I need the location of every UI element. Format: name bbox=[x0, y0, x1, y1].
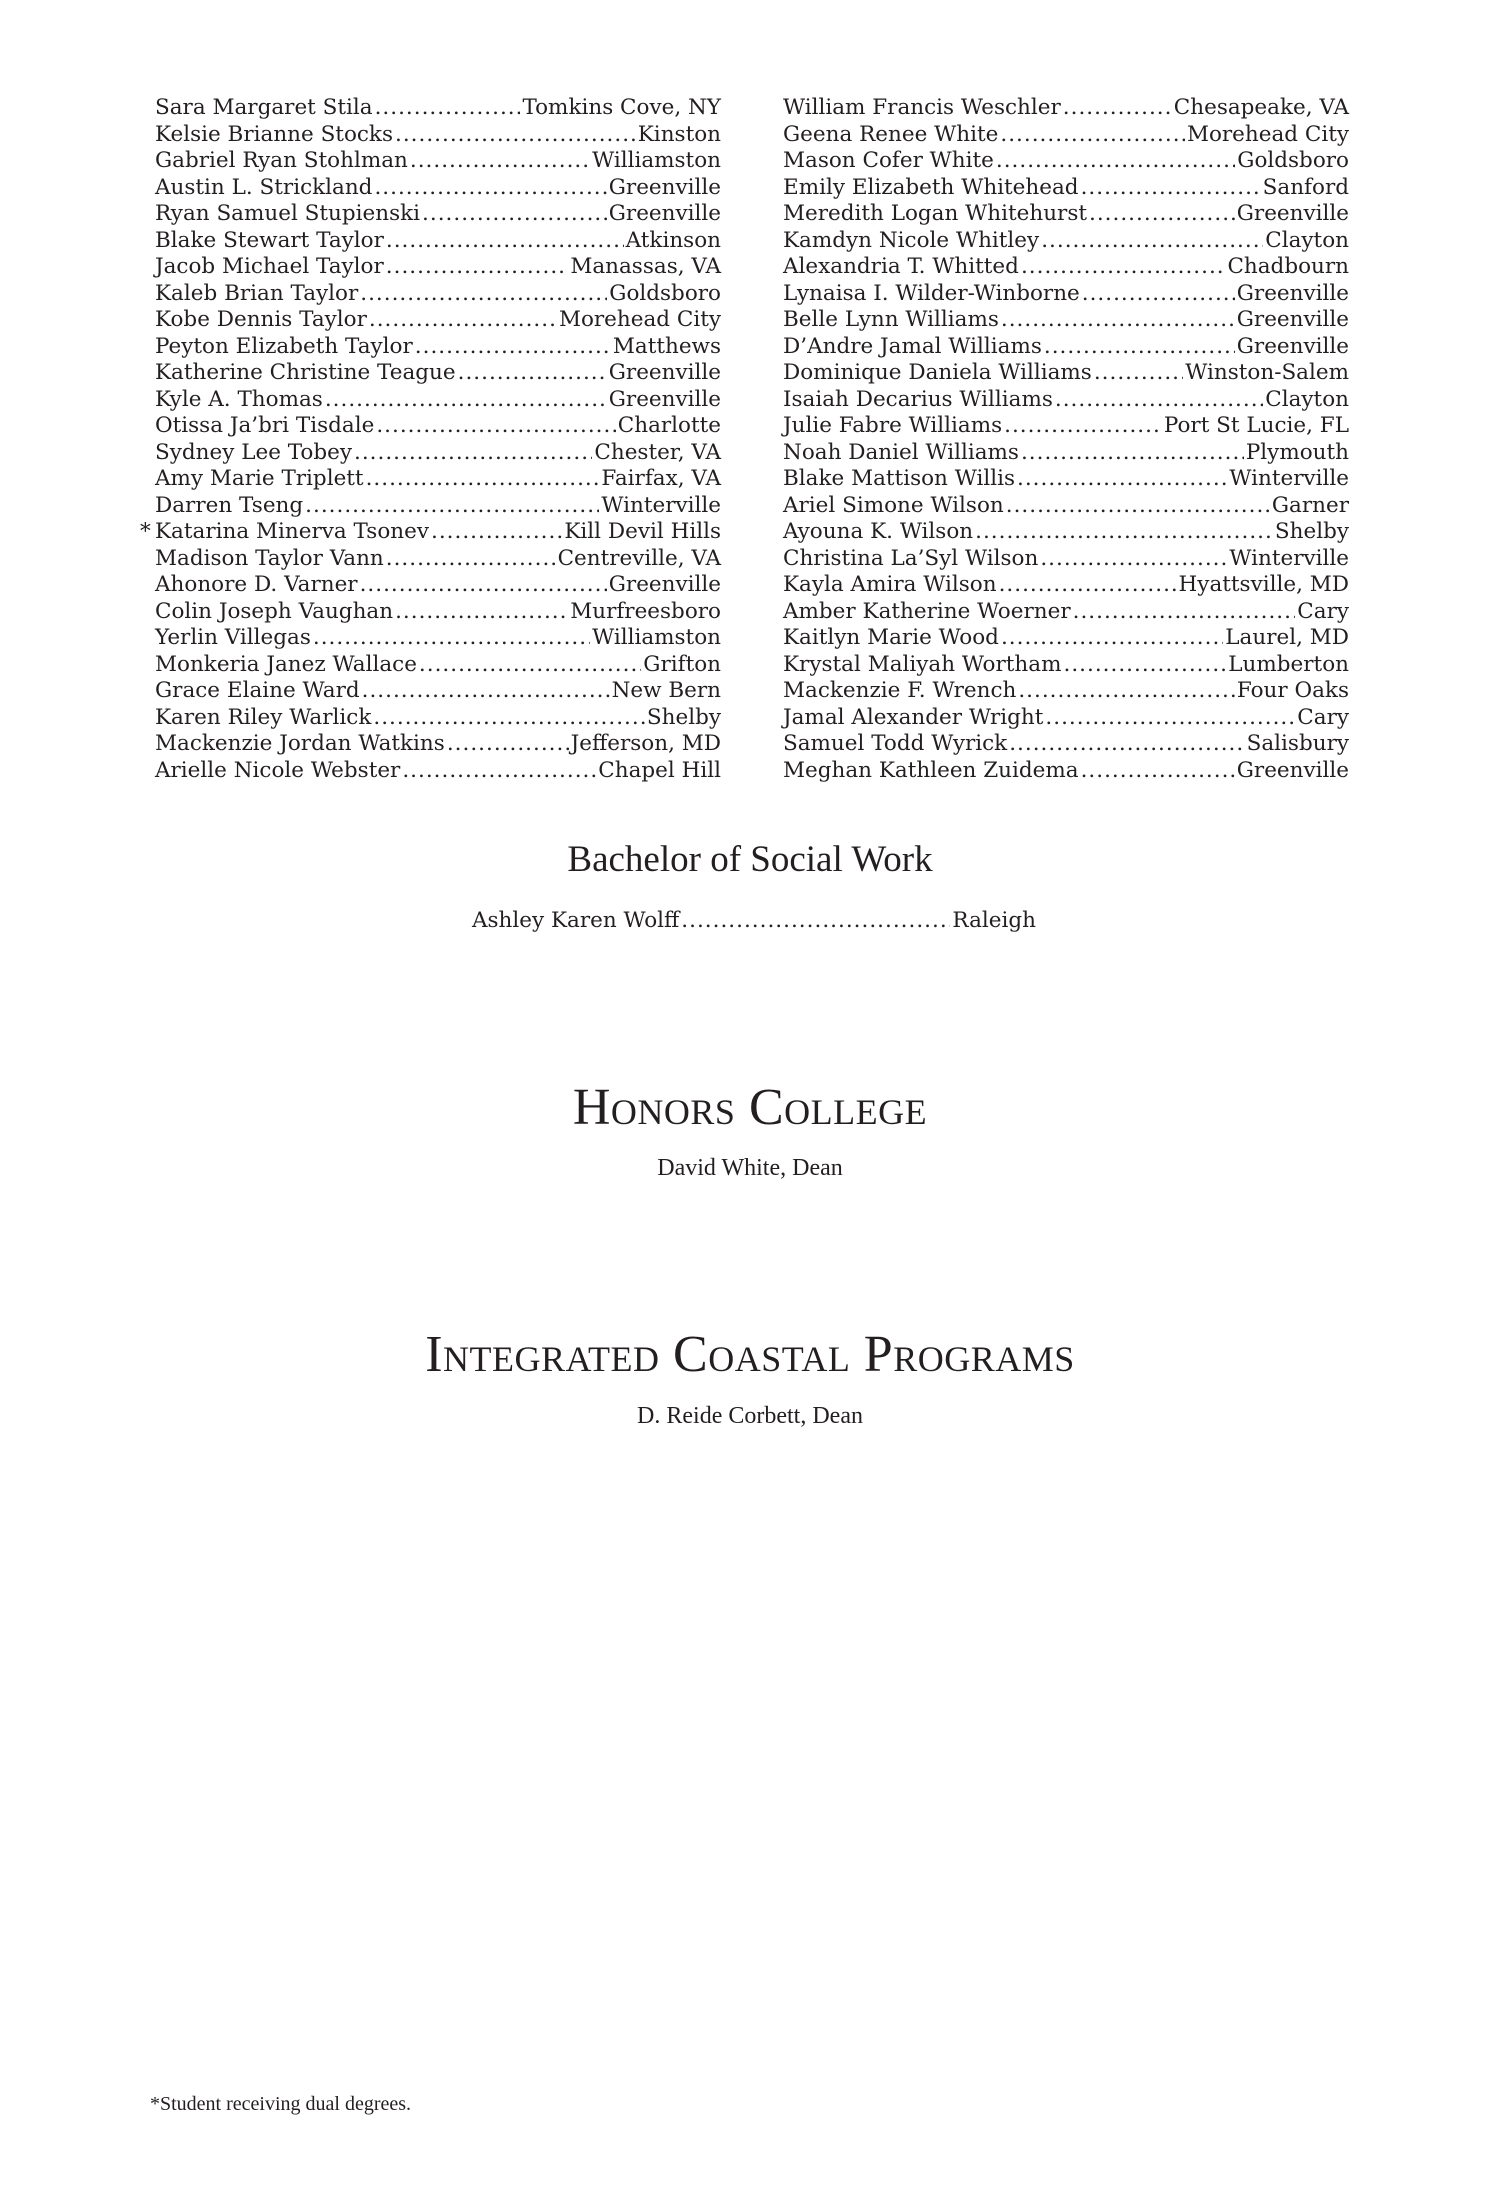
dot-leader bbox=[360, 281, 607, 308]
degree-heading-social-work: Bachelor of Social Work bbox=[567, 839, 933, 880]
graduate-hometown: Atkinson bbox=[625, 227, 721, 253]
dot-leader bbox=[395, 599, 568, 626]
graduate-entry bbox=[783, 307, 1349, 334]
graduate-name: Lynaisa I. Wilder-Winborne bbox=[783, 280, 1080, 306]
graduate-entry bbox=[155, 493, 721, 520]
graduate-hometown: Grifton bbox=[643, 651, 721, 677]
dot-leader bbox=[376, 413, 615, 440]
dot-leader bbox=[1081, 758, 1235, 785]
graduate-name: Ayouna K. Wilson bbox=[783, 519, 974, 544]
dean-name-honors: David White, Dean bbox=[657, 1155, 843, 1181]
graduate-entry bbox=[783, 705, 1349, 732]
graduate-name: Kobe Dennis Taylor bbox=[155, 307, 367, 332]
graduate-entry bbox=[140, 519, 721, 546]
graduate-name: Jacob Michael Taylor bbox=[155, 254, 384, 279]
dot-leader bbox=[362, 678, 610, 705]
dot-leader bbox=[369, 307, 557, 334]
graduate-entry bbox=[783, 572, 1349, 599]
graduate-entry bbox=[155, 307, 721, 334]
graduate-name: Meghan Kathleen Zuidema bbox=[783, 757, 1079, 783]
graduate-name: Mackenzie F. Wrench bbox=[783, 678, 1017, 703]
graduate-hometown: Cary bbox=[1297, 704, 1349, 730]
graduate-name: Sydney Lee Tobey bbox=[155, 439, 352, 465]
graduate-name: Kyle A. Thomas bbox=[155, 386, 323, 412]
graduate-entry bbox=[783, 625, 1349, 652]
graduate-hometown: Kinston bbox=[637, 121, 721, 147]
dot-leader bbox=[1017, 466, 1227, 493]
graduate-hometown: Chesapeake, VA bbox=[1173, 95, 1349, 120]
graduate-entry bbox=[783, 413, 1349, 440]
dot-leader bbox=[1001, 307, 1235, 334]
graduate-entry bbox=[472, 908, 1036, 935]
graduate-name: Ahonore D. Varner bbox=[155, 572, 358, 597]
graduate-hometown: Port St Lucie, FL bbox=[1163, 413, 1349, 438]
dot-leader bbox=[999, 572, 1177, 599]
graduate-name: Kaitlyn Marie Wood bbox=[783, 625, 999, 650]
graduate-hometown: Kill Devil Hills bbox=[564, 519, 721, 544]
graduate-name: Isaiah Decarius Williams bbox=[783, 386, 1053, 412]
graduate-entry bbox=[783, 175, 1349, 202]
graduate-entry bbox=[155, 360, 721, 387]
graduate-name: Arielle Nicole Webster bbox=[155, 757, 401, 783]
graduate-name: Karen Riley Warlick bbox=[155, 704, 372, 730]
graduate-hometown: Goldsboro bbox=[1237, 148, 1349, 173]
graduate-name: Geena Renee White bbox=[783, 121, 999, 147]
graduate-hometown: Winston-Salem bbox=[1185, 360, 1349, 385]
graduate-entry bbox=[783, 228, 1349, 255]
graduate-name: Yerlin Villegas bbox=[155, 625, 311, 650]
graduate-entry bbox=[783, 758, 1349, 785]
graduate-entry bbox=[783, 731, 1349, 758]
dot-leader bbox=[1041, 228, 1263, 255]
graduate-name: Grace Elaine Ward bbox=[155, 678, 360, 703]
graduate-hometown: Shelby bbox=[646, 704, 721, 730]
graduate-entry bbox=[155, 228, 721, 255]
graduate-name: Ariel Simone Wilson bbox=[783, 492, 1004, 518]
graduate-list-left-column bbox=[140, 95, 721, 784]
dot-leader bbox=[1073, 599, 1296, 626]
graduate-hometown: Garner bbox=[1271, 492, 1349, 518]
graduate-hometown: Winterville bbox=[601, 492, 721, 518]
dot-leader bbox=[1000, 122, 1185, 149]
graduate-name: Sara Margaret Stila bbox=[155, 95, 373, 120]
graduate-name: Mackenzie Jordan Watkins bbox=[155, 731, 445, 756]
dot-leader bbox=[1044, 334, 1235, 361]
dot-leader bbox=[1094, 360, 1183, 387]
dot-leader bbox=[375, 95, 521, 122]
dot-leader bbox=[1009, 731, 1244, 758]
dot-leader bbox=[395, 122, 636, 149]
dot-leader bbox=[1082, 281, 1235, 308]
graduate-entry bbox=[783, 599, 1349, 626]
graduate-name: Amy Marie Triplett bbox=[155, 466, 364, 491]
dot-leader bbox=[386, 228, 624, 255]
dot-leader bbox=[415, 334, 611, 361]
dot-leader bbox=[1040, 546, 1227, 573]
graduate-entry bbox=[783, 678, 1349, 705]
graduate-name: Madison Taylor Vann bbox=[155, 545, 384, 571]
dot-leader bbox=[1081, 175, 1261, 202]
graduate-name: Julie Fabre Williams bbox=[783, 413, 1003, 438]
graduate-hometown: Clayton bbox=[1265, 386, 1349, 412]
graduate-entry bbox=[155, 758, 721, 785]
graduate-hometown: Fairfax, VA bbox=[601, 466, 721, 491]
graduate-hometown: Four Oaks bbox=[1236, 678, 1349, 703]
dot-leader bbox=[374, 175, 606, 202]
graduate-name: Kamdyn Nicole Whitley bbox=[783, 227, 1040, 253]
graduate-name: Katarina Minerva Tsonev bbox=[155, 519, 429, 544]
graduate-hometown: Cary bbox=[1297, 598, 1349, 624]
graduate-hometown: Chapel Hill bbox=[598, 757, 721, 783]
graduate-hometown: Hyattsville, MD bbox=[1178, 572, 1349, 597]
graduate-entry bbox=[155, 678, 721, 705]
graduate-entry bbox=[155, 413, 721, 440]
graduate-entry bbox=[155, 148, 721, 175]
dot-leader bbox=[1045, 705, 1295, 732]
graduate-entry bbox=[155, 387, 721, 414]
graduate-entry bbox=[155, 175, 721, 202]
graduate-name: Colin Joseph Vaughan bbox=[155, 598, 394, 624]
graduate-hometown: Matthews bbox=[612, 333, 721, 359]
college-heading-honors: Honors College bbox=[572, 1079, 928, 1136]
graduate-entry bbox=[155, 705, 721, 732]
graduate-name: Blake Stewart Taylor bbox=[155, 227, 384, 253]
footnote: *Student receiving dual degrees. bbox=[150, 2093, 412, 2115]
graduate-name: Ashley Karen Wolff bbox=[472, 908, 680, 933]
dot-leader bbox=[402, 758, 596, 785]
graduate-list-right-column bbox=[783, 95, 1349, 784]
dean-name-coastal: D. Reide Corbett, Dean bbox=[637, 1403, 863, 1429]
graduate-name: Darren Tseng bbox=[155, 492, 304, 518]
graduate-hometown: Shelby bbox=[1274, 519, 1349, 544]
graduate-name: Kelsie Brianne Stocks bbox=[155, 121, 393, 147]
graduate-hometown: Greenville bbox=[608, 360, 721, 385]
dot-leader bbox=[360, 572, 607, 599]
graduate-name: Krystal Maliyah Wortham bbox=[783, 651, 1062, 677]
dot-leader bbox=[325, 387, 607, 414]
graduate-entry bbox=[783, 652, 1349, 679]
graduate-name: William Francis Weschler bbox=[783, 95, 1061, 120]
dot-leader bbox=[354, 440, 592, 467]
dot-leader bbox=[975, 519, 1273, 546]
dot-leader bbox=[419, 652, 641, 679]
dot-leader bbox=[1055, 387, 1263, 414]
graduate-hometown: Clayton bbox=[1265, 227, 1349, 253]
graduate-name: Ryan Samuel Stupienski bbox=[155, 201, 421, 226]
graduate-entry bbox=[155, 466, 721, 493]
dot-leader bbox=[1089, 201, 1235, 228]
graduate-hometown: Greenville bbox=[1236, 307, 1349, 332]
dot-leader bbox=[431, 519, 562, 546]
graduate-hometown: Morehead City bbox=[1186, 121, 1349, 147]
graduate-name: Blake Mattison Willis bbox=[783, 466, 1015, 491]
graduate-entry bbox=[783, 254, 1349, 281]
graduate-hometown: Goldsboro bbox=[609, 280, 721, 306]
graduate-entry bbox=[155, 334, 721, 361]
graduate-name: Belle Lynn Williams bbox=[783, 307, 999, 332]
dot-leader bbox=[1021, 440, 1244, 467]
graduate-hometown: Greenville bbox=[608, 572, 721, 597]
graduate-name: Mason Cofer White bbox=[783, 148, 994, 173]
graduate-entry bbox=[155, 281, 721, 308]
graduate-name: Alexandria T. Whitted bbox=[783, 254, 1019, 279]
dual-degree-marker: * bbox=[140, 519, 151, 544]
dot-leader bbox=[1004, 413, 1162, 440]
graduate-entry bbox=[155, 254, 721, 281]
graduate-hometown: Jefferson, MD bbox=[570, 731, 721, 756]
graduate-name: Otissa Ja’bri Tisdale bbox=[155, 413, 375, 438]
dot-leader bbox=[1001, 625, 1223, 652]
graduate-name: Monkeria Janez Wallace bbox=[155, 651, 417, 677]
dot-leader bbox=[1063, 95, 1172, 122]
dot-leader bbox=[305, 493, 599, 520]
graduate-hometown: Morehead City bbox=[558, 307, 721, 332]
graduate-hometown: Chadbourn bbox=[1227, 254, 1349, 279]
graduate-entry bbox=[155, 625, 721, 652]
graduate-entry bbox=[783, 201, 1349, 228]
graduate-entry bbox=[155, 122, 721, 149]
graduate-name: Emily Elizabeth Whitehead bbox=[783, 174, 1079, 200]
graduate-hometown: Greenville bbox=[608, 386, 721, 412]
graduate-entry bbox=[155, 201, 721, 228]
graduate-name: Amber Katherine Woerner bbox=[783, 598, 1071, 624]
graduate-hometown: Greenville bbox=[608, 174, 721, 200]
graduate-entry bbox=[155, 440, 721, 467]
graduate-name: Kayla Amira Wilson bbox=[783, 572, 997, 597]
dot-leader bbox=[313, 625, 590, 652]
graduate-entry bbox=[155, 546, 721, 573]
graduate-name: Peyton Elizabeth Taylor bbox=[155, 333, 413, 359]
graduate-hometown: Winterville bbox=[1229, 545, 1349, 571]
graduate-hometown: Sanford bbox=[1262, 174, 1349, 200]
graduate-hometown: Plymouth bbox=[1245, 439, 1349, 465]
graduate-entry bbox=[783, 546, 1349, 573]
dot-leader bbox=[458, 360, 607, 387]
graduate-name: Samuel Todd Wyrick bbox=[783, 731, 1008, 756]
graduate-entry bbox=[783, 493, 1349, 520]
graduate-name: Kaleb Brian Taylor bbox=[155, 280, 359, 306]
graduate-name: Gabriel Ryan Stohlman bbox=[155, 148, 408, 173]
graduate-hometown: Murfreesboro bbox=[570, 598, 721, 624]
graduate-entry bbox=[783, 334, 1349, 361]
graduate-entry bbox=[155, 572, 721, 599]
graduate-name: Dominique Daniela Williams bbox=[783, 360, 1092, 385]
graduate-hometown: Salisbury bbox=[1246, 731, 1349, 756]
graduate-entry bbox=[783, 440, 1349, 467]
graduate-entry bbox=[783, 360, 1349, 387]
graduate-hometown: Williamston bbox=[592, 625, 721, 650]
graduate-entry bbox=[783, 122, 1349, 149]
graduate-entry bbox=[783, 519, 1349, 546]
graduate-hometown: Greenville bbox=[1236, 757, 1349, 783]
dot-leader bbox=[1063, 652, 1226, 679]
graduate-hometown: Winterville bbox=[1229, 466, 1349, 491]
graduate-entry bbox=[155, 95, 721, 122]
graduate-hometown: Chester, VA bbox=[594, 439, 721, 465]
graduate-hometown: Raleigh bbox=[952, 908, 1036, 933]
graduate-entry bbox=[783, 281, 1349, 308]
graduate-hometown: Manassas, VA bbox=[570, 254, 721, 279]
graduate-hometown: Centreville, VA bbox=[557, 545, 721, 571]
graduate-hometown: Laurel, MD bbox=[1225, 625, 1349, 650]
graduate-hometown: Lumberton bbox=[1228, 651, 1349, 677]
dot-leader bbox=[386, 546, 556, 573]
dot-leader bbox=[386, 254, 569, 281]
dot-leader bbox=[1018, 678, 1235, 705]
graduate-name: Meredith Logan Whitehurst bbox=[783, 201, 1088, 226]
graduate-name: Austin L. Strickland bbox=[155, 174, 373, 200]
graduate-hometown: Greenville bbox=[608, 201, 721, 226]
graduate-entry bbox=[155, 731, 721, 758]
graduate-hometown: New Bern bbox=[611, 678, 721, 703]
graduate-entry bbox=[783, 148, 1349, 175]
graduate-name: D’Andre Jamal Williams bbox=[783, 333, 1042, 359]
dot-leader bbox=[366, 466, 600, 493]
graduate-entry bbox=[155, 652, 721, 679]
dot-leader bbox=[681, 908, 950, 935]
dot-leader bbox=[373, 705, 645, 732]
graduate-name: Katherine Christine Teague bbox=[155, 360, 456, 385]
graduate-name: Noah Daniel Williams bbox=[783, 439, 1019, 465]
graduate-entry bbox=[783, 387, 1349, 414]
graduate-entry bbox=[783, 95, 1349, 122]
graduate-name: Jamal Alexander Wright bbox=[783, 704, 1044, 730]
graduate-name: Christina La’Syl Wilson bbox=[783, 545, 1039, 571]
graduate-entry bbox=[155, 599, 721, 626]
graduate-hometown: Greenville bbox=[1236, 201, 1349, 226]
graduate-hometown: Williamston bbox=[592, 148, 721, 173]
graduate-hometown: Greenville bbox=[1236, 333, 1349, 359]
graduate-entry bbox=[783, 466, 1349, 493]
college-heading-coastal: Integrated Coastal Programs bbox=[425, 1326, 1075, 1383]
dot-leader bbox=[410, 148, 590, 175]
dot-leader bbox=[447, 731, 569, 758]
dot-leader bbox=[996, 148, 1235, 175]
dot-leader bbox=[1006, 493, 1270, 520]
dot-leader bbox=[1021, 254, 1226, 281]
graduate-hometown: Tomkins Cove, NY bbox=[522, 95, 721, 120]
graduate-hometown: Greenville bbox=[1236, 280, 1349, 306]
dot-leader bbox=[422, 201, 607, 228]
graduate-hometown: Charlotte bbox=[617, 413, 721, 438]
